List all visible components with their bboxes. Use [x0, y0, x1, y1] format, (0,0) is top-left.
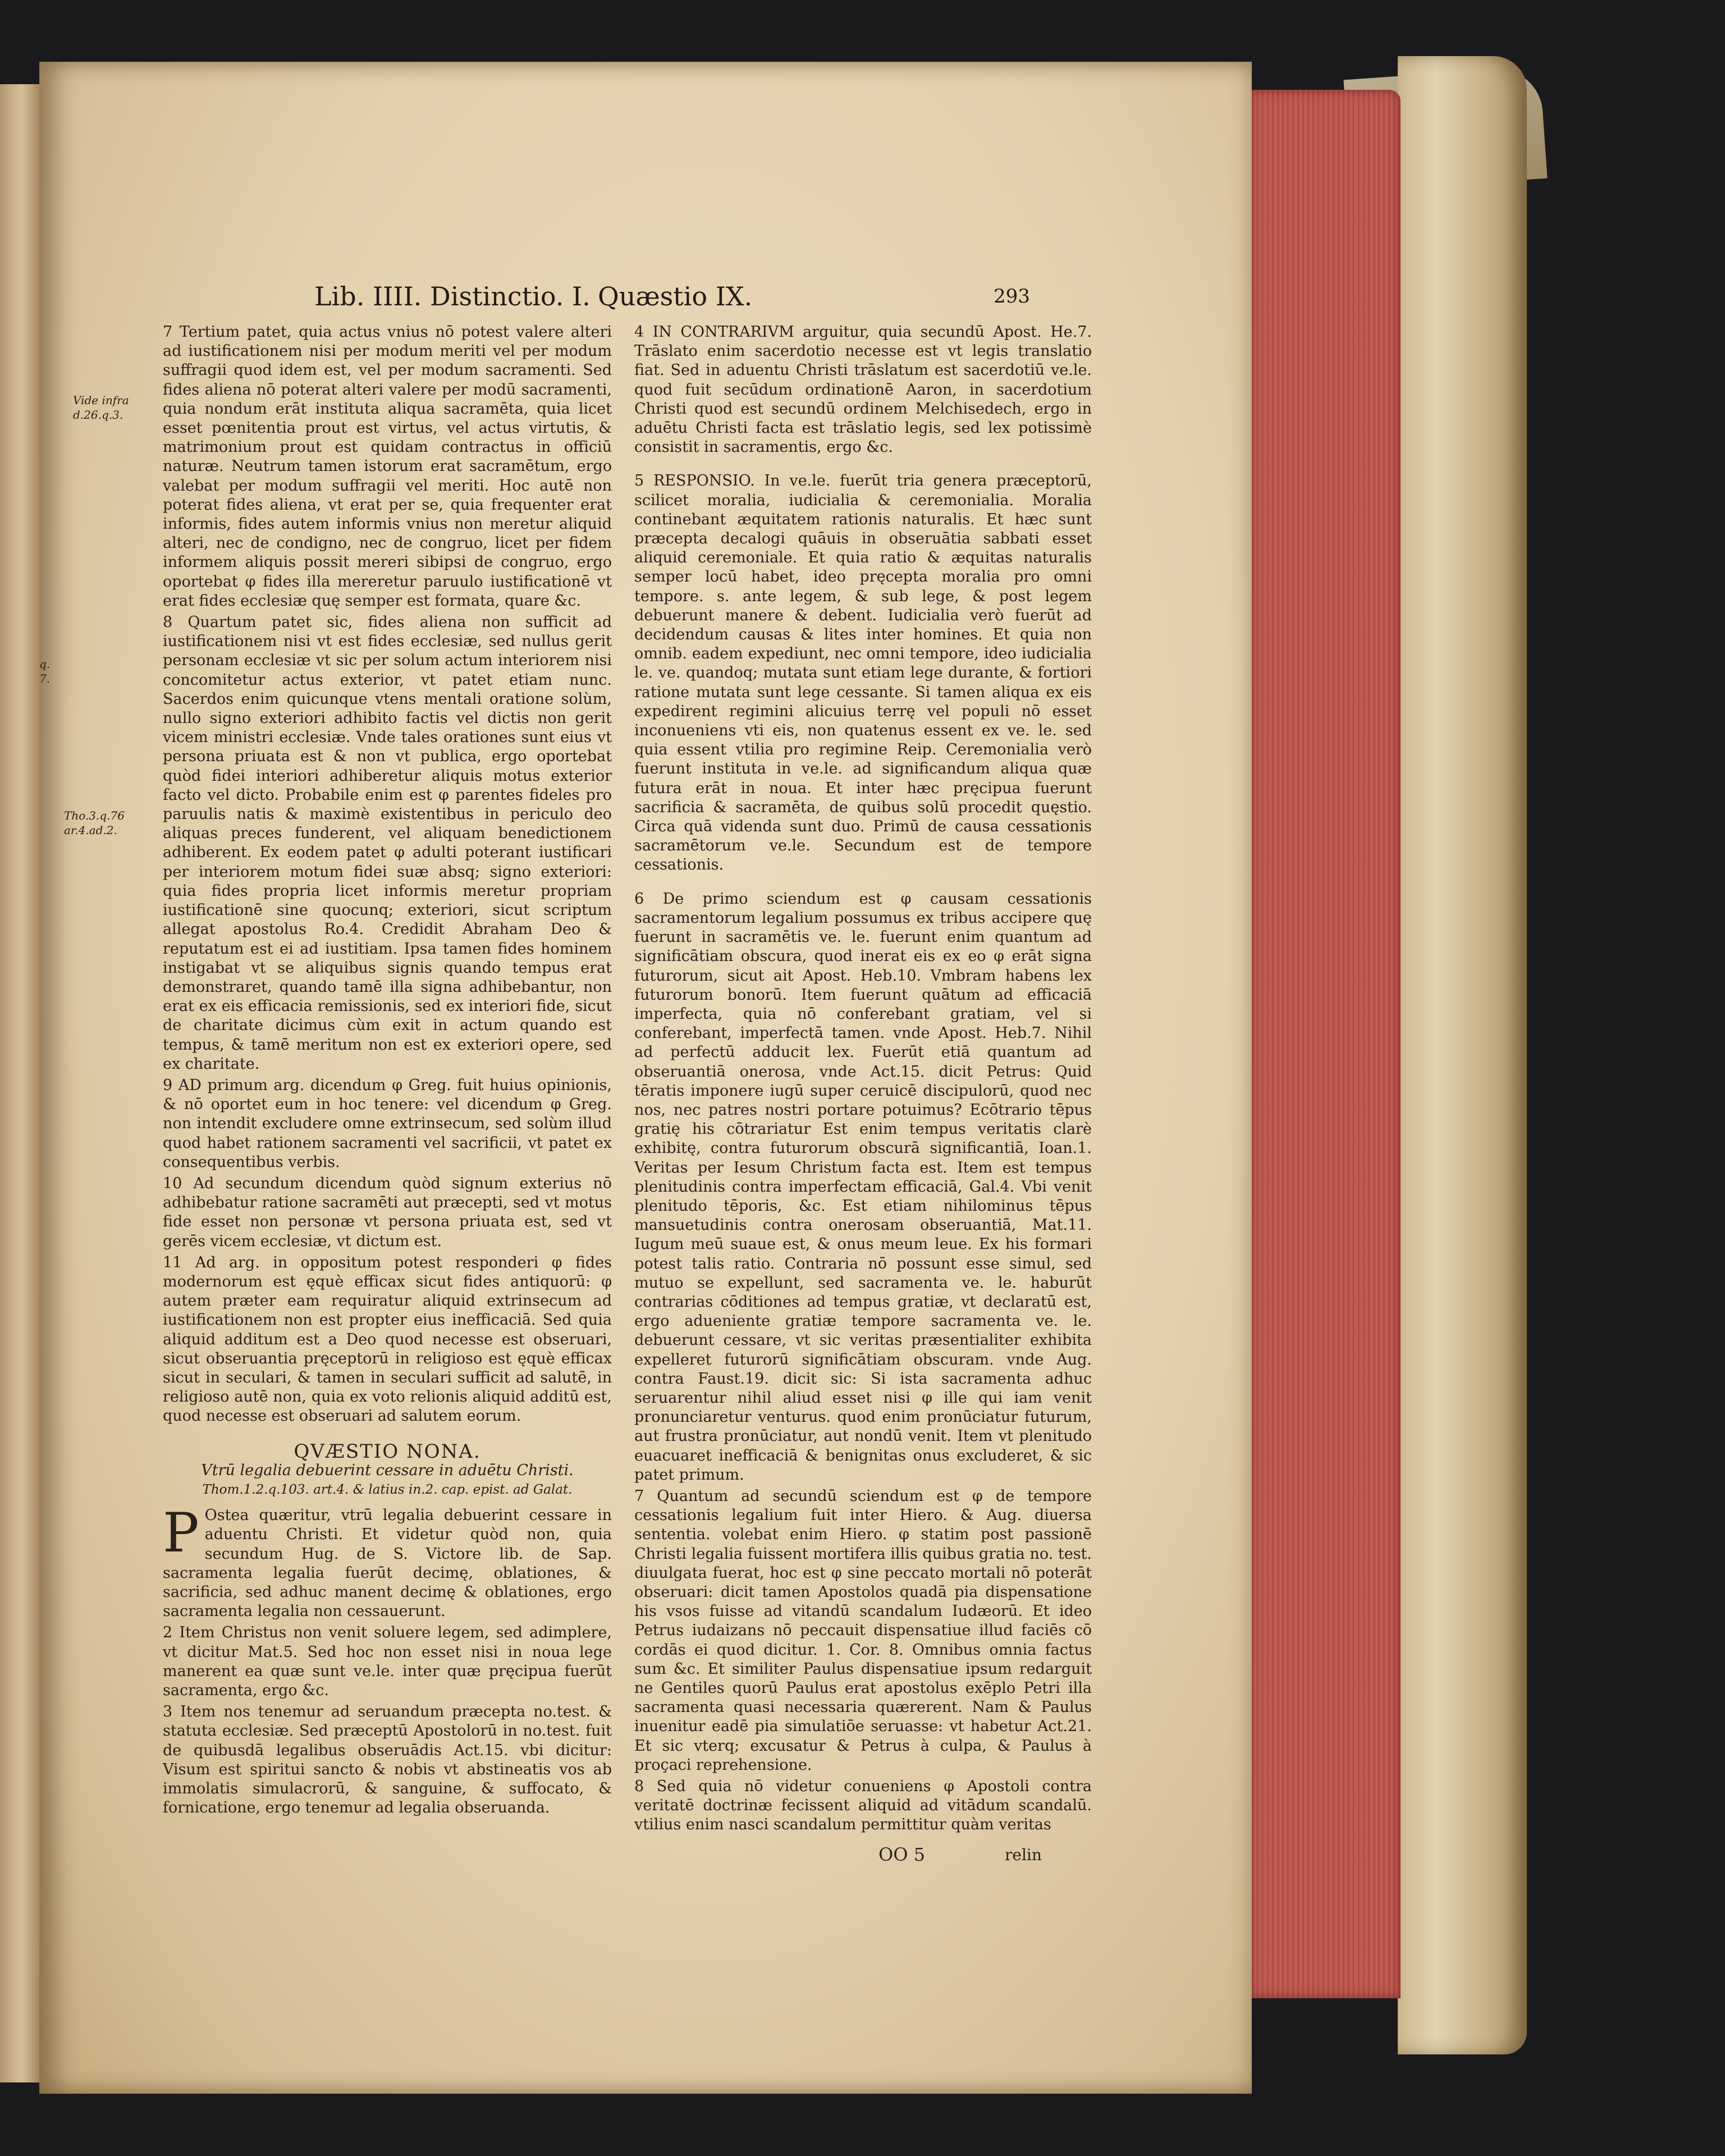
right-column: [634, 323, 1092, 1837]
paragraph: 4 IN CONTRARIVM arguitur, quia secundū Apost. He.7. Trāslato enim sacerdotio necesse est vt legis translatio fiat. Sed in aduentu Christi trāslatum est sacerdotiū ve.le. quod fuit secūdum ordinationē Aaron, in sacerdotium Christi quod est secundū ordinem Melchisedech, ergo in aduētu Christi facta est trāslatio legis, sed lex potissimè consistit in sacramentis, ergo &c.: [634, 323, 1092, 456]
margin-note-vide-infra: Vide infra d.26.q.3.: [73, 393, 129, 422]
running-title: Lib. IIII. Distinctio. I.: [314, 281, 591, 312]
paragraph-text: Ostea quæritur, vtrū legalia debuerint cessare in aduentu Christi. Et videtur quòd non, quia secundum Hug. de S. Victore lib. de Sap. sacramenta legalia fuerūt decimę, oblationes, & sacrificia, sed adhuc manent decimę & oblationes, ergo sacramenta legalia non cessauerunt.: [163, 1507, 612, 1621]
paragraph: 2 Item Christus non venit soluere legem, sed adimplere, vt dicitur Mat.5. Sed hoc non esset nisi in noua lege manerent ea quæ sunt ve.le. inter quæ pręcipua fuerūt sacramenta, ergo &c.: [163, 1624, 612, 1700]
paragraph: 6 De primo sciendum est φ causam cessationis sacramentorum legalium possumus ex tribus accipere quę fuerunt in sacramētis ve. le. fuerunt enim quantum ad significātiam obscura, quod inerat eis ex eo φ erāt signa futurorum, sicut ait Apost. Heb.10. Vmbram habens lex futurorum bonorū. Item fuerunt quātum ad efficaciā imperfecta, quia nō conferebant gratiam, vel si conferebant, imperfectā tamen. vnde Apost. Heb.7. Nihil ad perfectū adducit lex. Fuerūt etiā quantum ad obseruantiā onerosa, vnde Act.15. dicit Petrus: Quid tēratis imponere iugū super ceruicē discipulorū, quod nec nos, nec patres nostri portare potuimus? Ecōtrario tēpus gratię his cōtrariatur Est enim tempus veritatis clarè exhibitę, contra futurorum obscurā significantiā, Ioan.1. Veritas per Iesum Christum facta est. Item est tempus plenitudinis contra imperfectam efficaciā, Gal.4. Vbi venit plenitudo tēporis, &c. Est etiam nihilominus tēpus mansuetudinis contra onerosam obseruantiā, Mat.11. Iugum meū suaue est, & onus meum leue. Ex his formari potest talis ratio. Contraria nō possunt esse simul, sed mutuo se expellunt, sed sacramenta ve. le. haburūt contrarias cōditiones ad tempus gratiæ, vt declaratū est, ergo adueniente gratiæ tempore sacramenta ve. le. debuerunt cessare, vt sic veritas præsentialiter exhibita expelleret futurorū significātiam obscuram. vnde Aug. contra Faust.19. dicit sic: Si ista sacramenta adhuc seruarentur nihil aliud esset nisi φ ille qui iam venit pronunciaretur venturus. quod enim pronūciatur futurum, aut frustra pronūciatur, aut nondū venit. Item vt plenitudo euacuaret inefficaciā & benignitas onus excluderet, & sic patet primum.: [634, 890, 1092, 1484]
signature-mark: OO 5: [878, 1844, 925, 1865]
paragraph: 3 Item nos tenemur ad seruandum præcepta no.test. & statuta ecclesiæ. Sed præceptū Apostolorū in no.test. fuit de quibusdā legalibus obseruādis Act.15. vbi dicitur: Visum est spiritui sancto & nobis vt abstineatis vos ab immolatis simulacrorū, & sanguine, & suffocato, & fornicatione, ergo tenemur ad legalia obseruanda.: [163, 1703, 612, 1817]
left-column: [163, 323, 612, 1820]
paragraph: 7 Quantum ad secundū sciendum est φ de tempore cessationis legalium fuit inter Hiero. & Aug. diuersa sententia. volebat enim Hiero. φ statim post passionē Christi legalia fuissent mortifera illis quibus gratia no. test. diuulgata fuerat, hoc est φ sine peccato mortali nō poterāt obseruari: dicit tamen Apostolos quadā pia dispensatione his vsos fuisse ad vitandū scandalum Iudæorū. Et ideo Petrus iudaizans nō peccauit dispensatiue illud faciēs cō cordās ei quod dicitur. 1. Cor. 8. Omnibus omnia factus sum &c. Et similiter Paulus dispensatiue ipsum redarguit ne Gentiles quorū Paulus erat apostolus exēplo Petri illa sacramenta quasi necessaria quærerent. Nam & Paulus inuenitur eadē pia simulatiōe seruasse: vt habetur Act.21. Et sic vterq; excusatur & Petrus à culpa, & Paulus à proçaci reprehensione.: [634, 1487, 1092, 1774]
drop-cap: P: [163, 1502, 199, 1565]
margin-note-thomas: Tho.3.q.76 ar.4.ad.2.: [64, 809, 125, 837]
paragraph: 8 Quartum patet sic, fides aliena non sufficit ad iustificationem nisi vt est fides ecclesiæ, sed nullus gerit personam ecclesiæ vt sic per solum actum interiorem nisi concomitetur actus exterior, vt patet etiam nunc. Sacerdos enim quicunque vtens mentali oratione solùm, nullo signo exteriori adhibito factis vel dictis non gerit vicem ministri ecclesiæ. Vnde tales orationes sunt eius vt persona priuata est & non vt publica, ergo oportebat quòd fidei interiori adhiberetur aliquis motus exterior facto vel dicto. Probabile enim est φ parentes fideles pro paruulis natis & maximè existentibus in periculo deo aliquas preces funderent, vel aliquam benedictionem adhiberent. Ex eodem patet φ adulti poterant iustificari per interiorem motum fidei suæ absq; signo exteriori: quia fides propria licet informis meretur propriam iustificationē sine quocunq; exteriori, sicut scriptum allegat apostolus Ro.4. Credidit Abraham Deo & reputatum est ei ad iustitiam. Ipsa tamen fides hominem instigabat vt se aliquibus signis quando tempus erat demonstraret, quando tamē illa signa adhibebantur, non erat ex eis efficacia remissionis, sed ex interiori fide, sicut de charitate dicimus cùm exit in actum quando est tempus, & tamē meritum non est ex exteriori opere, sed ex charitate.: [163, 614, 612, 1073]
paragraph: 10 Ad secundum dicendum quòd signum exterius nō adhibebatur ratione sacramēti aut præcepti, sed vt motus fide esset non personæ vt persona priuata est, sed vt gerēs vicem ecclesiæ, vt dictum est.: [163, 1174, 612, 1250]
page-number: 293: [994, 285, 1030, 308]
paragraph: 11 Ad arg. in oppositum potest responderi φ fides modernorum est ęquè efficax sicut fides antiquorū: φ autem præter eam requiratur aliquid extrinsecum ad iustificationem non est propter eius inefficaciā. Sed quia aliquid additum est a Deo quod necesse est obseruari, sicut obseruantia pręceptorū in religioso est ęquè efficax sicut in seculari, & tamen in seculari sufficit ad salutē, in religioso autē non, quia ex voto relionis aliquid additū est, quod necesse est obseruari ad salutem eorum.: [163, 1253, 612, 1425]
catchword: relin: [1005, 1846, 1042, 1864]
margin-note-edge: q. 7.: [39, 657, 51, 685]
facing-page-edge: [0, 84, 41, 2082]
question-reference: Thom.1.2.q.103. art.4. & latius in.2. cap. epist. ad Galat.: [202, 1482, 573, 1497]
question-title: QVÆSTIO NONA.: [294, 1440, 481, 1463]
paragraph-opening: [163, 1502, 612, 1621]
question-heading: Quæstio IX.: [598, 281, 753, 312]
red-page-edges: [1249, 90, 1401, 1998]
paragraph: 9 AD primum arg. dicendum φ Greg. fuit huius opinionis, & nō oportet eum in hoc tenere: vel dicendum φ Greg. non intendit excludere omne extrinsecum, sed solùm illud quod habet rationem sacramenti vel sacrificii, vt patet ex consequentibus verbis.: [163, 1076, 612, 1171]
vellum-binding: [1398, 56, 1527, 2054]
question-subtitle: Vtrū legalia debuerint cessare in aduētu Christi.: [201, 1461, 574, 1479]
running-header: [39, 283, 1252, 317]
book-page: [39, 62, 1252, 2094]
paragraph: 8 Sed quia nō videtur conueniens φ Apostoli contra veritatē doctrinæ fecissent aliquid ad vitādum scandalū. vtilius enim nasci scandalum permittitur quàm veritas: [634, 1778, 1092, 1834]
paragraph: 7 Tertium patet, quia actus vnius nō potest valere alteri ad iustificationem nisi per modum meriti vel per modum suffragii quod idem est, vel per modum sacramenti. Sed fides aliena nō poterat alteri valere per modū sacramenti, quia nondum erāt instituta aliqua sacramēta, quia licet esset pœnitentia prout est virtus, vel actus virtutis, & matrimonium prout est quidam contractus in officiū naturæ. Neutrum tamen istorum erat sacramētum, ergo valebat per modum suffragii vel meriti. Hoc autē non poterat fides aliena, vt erat per se, quia frequenter erat informis, fides autem informis vnius non meretur aliquid alteri, nec de condigno, nec de congruo, licet per fidem informem aliquis possit mereri sibipsi de congruo, ergo oportebat φ fides illa mereretur paruulo iustificationē vt erat fides ecclesiæ quę semper est formata, quare &c.: [163, 323, 612, 610]
paragraph: 5 RESPONSIO. In ve.le. fuerūt tria genera præceptorū, scilicet moralia, iudicialia & ceremonialia. Moralia continebant æquitatem rationis naturalis. Et hæc sunt præcepta decalogi quāuis in obseruātia sabbati esset aliquid ceremoniale. Et quia ratio & æquitas naturalis semper locū habet, ideo pręcepta moralia pro omni tempore. s. ante legem, & sub lege, & post legem debuerunt manere & debent. Iudicialia verò fuerūt ad decidendum causas & lites inter homines. Et quia non omnib. eadem expediunt, nec omni tempore, ideo iudicialia le. ve. quandoq; mutata sunt etiam lege durante, & fortiori ratione mutata sunt lege cessante. Si tamen aliqua ex eis expedirent regimini alicuius terrę vel populi nō esset inconueniens vti eis, non quatenus essent ex ve. le. sed quia essent vtilia pro regimine Reip. Ceremonialia verò fuerunt instituta in ve.le. ad significandum aliqua quæ futura erāt in noua. Et inter hæc pręcipua fuerunt sacrificia & sacramēta, de quibus solū procedit quęstio. Circa quā videnda sunt duo. Primū de causa cessationis sacramētorum ve.le. Secundum est de tempore cessationis.: [634, 472, 1092, 874]
